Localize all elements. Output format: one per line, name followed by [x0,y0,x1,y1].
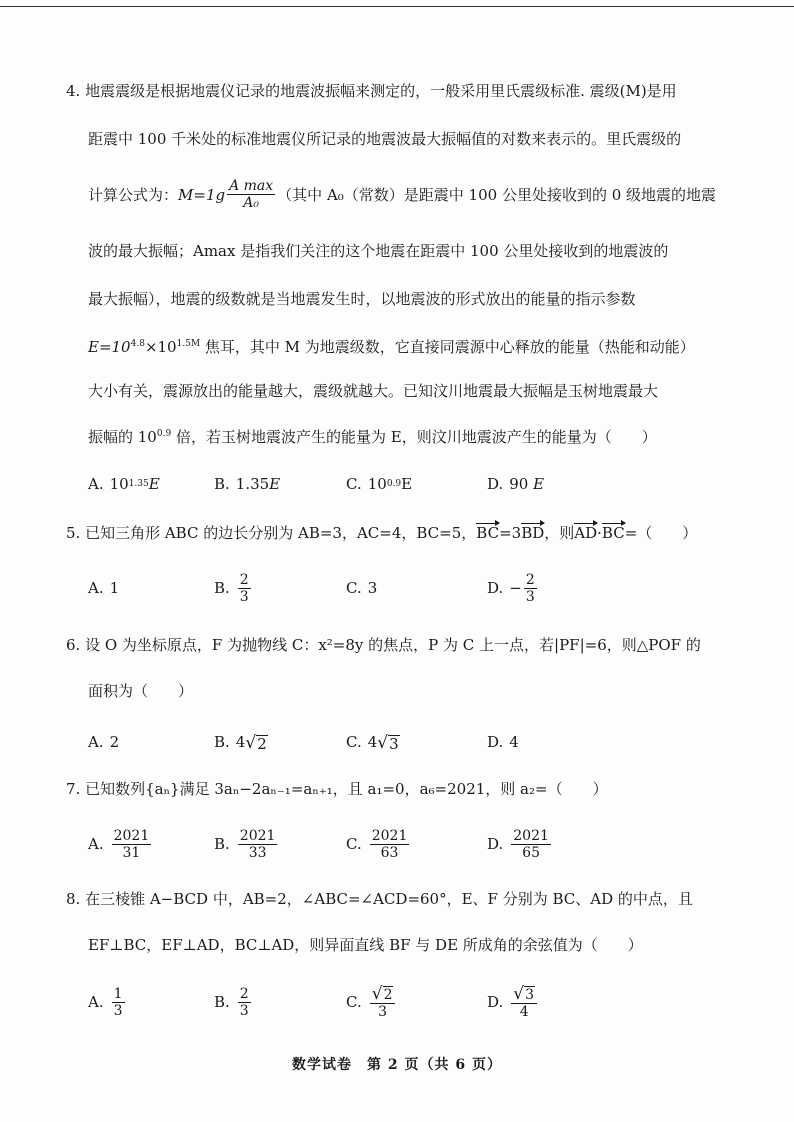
q8-options [88,982,708,1022]
q4-line-6 [88,336,695,358]
q8-option-a[interactable] [88,982,127,1022]
option-value: 10 [367,475,387,493]
q4-line-7: 大小有关，震源放出的能量越大，震级就越大。已知汶川地震最大振幅是玉树地震最大 [88,382,659,400]
q6-option-c[interactable] [346,722,400,762]
q4-line-8 [88,426,657,448]
option-value: 90 [509,475,529,493]
option-label: D. [487,733,504,751]
q5-option-a[interactable] [88,568,119,608]
q4-line-4: 波的最大振幅；Amax 是指我们关注的这个地震在距震中 100 公里处接收到的地震波的 [88,242,669,260]
vector-bc-2: BC [601,524,625,542]
q5-option-b[interactable] [214,568,253,608]
fraction-denominator: 3 [239,588,249,605]
q7-option-b[interactable] [214,824,279,864]
q5-line-1 [66,522,697,544]
vector-ad: AD [574,524,598,542]
radical-sign-icon: √ [513,984,525,1004]
q4-line-3-suffix: （其中 A₀（常数）是距震中 100 公里处接收到的 0 级地震的地震 [277,185,717,204]
radicand: 3 [389,734,399,753]
option-fraction [370,984,396,1020]
option-fraction [238,572,251,605]
option-label: C. [346,993,362,1011]
option-label: D. [487,579,504,597]
fraction-numerator: 2 [239,985,249,1002]
fraction-numerator: 2 [239,571,249,588]
option-fraction [511,984,537,1020]
option-coefficient: 4 [367,733,378,751]
option-label: A. [88,579,104,597]
fraction-denominator: 3 [113,1002,123,1019]
option-label: B. [214,835,230,853]
q5-line-1-b: ，则 [544,524,575,542]
option-fraction [511,828,551,861]
option-label: A. [88,993,104,1011]
option-label: C. [346,835,362,853]
sqrt-icon [245,733,267,752]
option-label: D. [487,835,504,853]
radical-sign-icon: √ [245,732,257,753]
option-label: C. [346,733,362,751]
option-label: B. [214,579,230,597]
fraction-denominator: 3 [378,1004,388,1020]
option-label: A. [88,475,104,493]
fraction-numerator [511,984,537,1004]
option-label: C. [346,579,362,597]
q4-line-6-rest: 焦耳，其中 M 为地震级数，它直接同震源中心释放的能量（热能和动能） [204,338,695,356]
option-value: 3 [367,579,378,597]
q7-option-d[interactable] [487,824,553,864]
option-fraction [524,572,537,605]
q4-line-3-prefix: 计算公式为： [88,185,179,204]
fraction-denominator: 31 [122,844,141,861]
option-fraction [370,828,410,861]
q4-energy-exp-1: 4.8 [130,339,145,349]
fraction-denominator: 63 [380,844,399,861]
sqrt-icon [513,984,535,1003]
q5-line-1-c: =（ ） [624,524,698,542]
q4-energy-exp-2: 1.5M [176,339,201,349]
q5-line-1-a: 5. 已知三角形 ABC 的边长分别为 AB=3，AC=4，BC=5， [66,524,477,542]
fraction-denominator: 3 [525,588,535,605]
q4-energy-e: E=10 [88,338,131,356]
fraction-numerator: 1 [113,985,123,1002]
option-label: B. [214,993,230,1011]
radicand: 2 [257,734,267,753]
q7-option-c[interactable] [346,824,411,864]
q5-equals: =3 [499,524,522,542]
option-label: B. [214,733,230,751]
q4-line-8-exp: 0.9 [156,429,172,439]
page-footer: 数学试卷 第 2 页（共 6 页） [292,1057,502,1073]
q4-line-5: 最大振幅），地震的级数就是当地震发生时，以地震波的形式放出的能量的指示参数 [88,290,636,308]
q4-option-c[interactable]: C. 10 0.9 E [346,475,413,493]
q4-options [88,464,708,504]
option-label: D. [487,475,504,493]
top-rule [0,6,794,7]
q4-line-8-a: 振幅的 10 [88,428,157,446]
radicand: 2 [383,987,393,1003]
q5-options [88,568,708,608]
q6-option-b[interactable] [214,722,268,762]
fraction-denominator: 3 [239,1002,249,1019]
q8-line-2: EF⊥BC，EF⊥AD，BC⊥AD，则异面直线 BF 与 DE 所成角的余弦值为（ ） [88,936,643,954]
option-value: 1 [109,579,120,597]
option-label: A. [88,733,104,751]
option-fraction [112,828,152,861]
fraction-numerator: 2021 [371,827,408,844]
q4-formula-denominator: A₀ [243,195,259,211]
q7-option-a[interactable] [88,824,153,864]
q5-option-d[interactable] [487,568,539,608]
radical-sign-icon: √ [371,984,383,1004]
q6-line-1: 6. 设 O 为坐标原点，F 为抛物线 C：x²=8y 的焦点，P 为 C 上一点，若|PF|=6，则△POF 的 [66,636,701,654]
q6-option-d[interactable] [487,722,519,762]
fraction-numerator: 2021 [113,827,150,844]
option-variable: E [533,475,545,493]
q5-dot: · [597,524,602,542]
option-fraction [112,986,125,1019]
option-variable: E [269,475,281,493]
option-fraction [238,828,278,861]
q7-options [88,824,708,864]
q8-option-c[interactable] [346,982,397,1022]
q4-formula-fraction [227,178,275,211]
option-fraction [238,986,251,1019]
radical-sign-icon: √ [377,732,389,753]
q4-option-a[interactable]: A. 10 1.35 E [88,475,160,493]
option-label: B. [214,475,230,493]
option-variable: E [148,475,160,493]
option-coefficient: 4 [235,733,246,751]
option-value: 10 [109,475,129,493]
q8-option-b[interactable] [214,982,253,1022]
q4-option-d[interactable] [487,464,544,504]
fraction-numerator: 2021 [513,827,549,844]
fraction-denominator: 33 [248,844,267,861]
vector-bd: BD [521,524,545,542]
option-value: 1.35 [235,475,270,493]
q8-option-d[interactable] [487,982,539,1022]
q6-option-a[interactable] [88,722,119,762]
option-label: A. [88,835,104,853]
q4-energy-times: ×10 [144,338,177,356]
option-label: C. [346,475,362,493]
fraction-denominator: 65 [522,844,540,861]
q5-option-c[interactable] [346,568,377,608]
option-variable: E [401,475,413,493]
option-value: 4 [509,733,519,751]
q4-line-1: 4. 地震震级是根据地震仪记录的地震波振幅来测定的，一般采用里氏震级标准. 震级(M)是用 [66,82,677,100]
q4-line-2: 距震中 100 千米处的标准地震仪所记录的地震波最大振幅值的对数来表示的。里氏震级的 [88,130,682,148]
fraction-numerator [370,984,396,1004]
fraction-numerator: 2021 [239,827,276,844]
q4-formula-numerator: A max [229,178,274,194]
q6-options [88,722,708,762]
option-label: D. [487,993,504,1011]
option-value: 2 [109,733,120,751]
q7-line-1: 7. 已知数列{aₙ}满足 3aₙ−2aₙ₋₁=aₙ₊₁，且 a₁=0，a₆=2021，则 a₂=（ ） [66,780,608,798]
q4-option-b[interactable] [214,464,280,504]
q6-line-2: 面积为（ ） [88,682,194,700]
q8-line-1: 8. 在三棱锥 A−BCD 中，AB=2，∠ABC=∠ACD=60°，E、F 分别为 BC、AD 的中点，且 [66,890,693,908]
q4-formula-m: M=1g [178,185,226,204]
sqrt-icon [372,984,394,1003]
sqrt-icon [377,733,399,752]
option-sign: − [509,579,522,597]
radicand: 3 [525,987,535,1003]
q4-line-3 [88,178,716,211]
vector-bc: BC [476,524,500,542]
fraction-denominator: 4 [519,1004,529,1020]
fraction-numerator: 2 [525,571,535,588]
q4-line-8-b: 倍，若玉树地震波产生的能量为 E，则汶川地震波产生的能量为（ ） [175,428,657,446]
